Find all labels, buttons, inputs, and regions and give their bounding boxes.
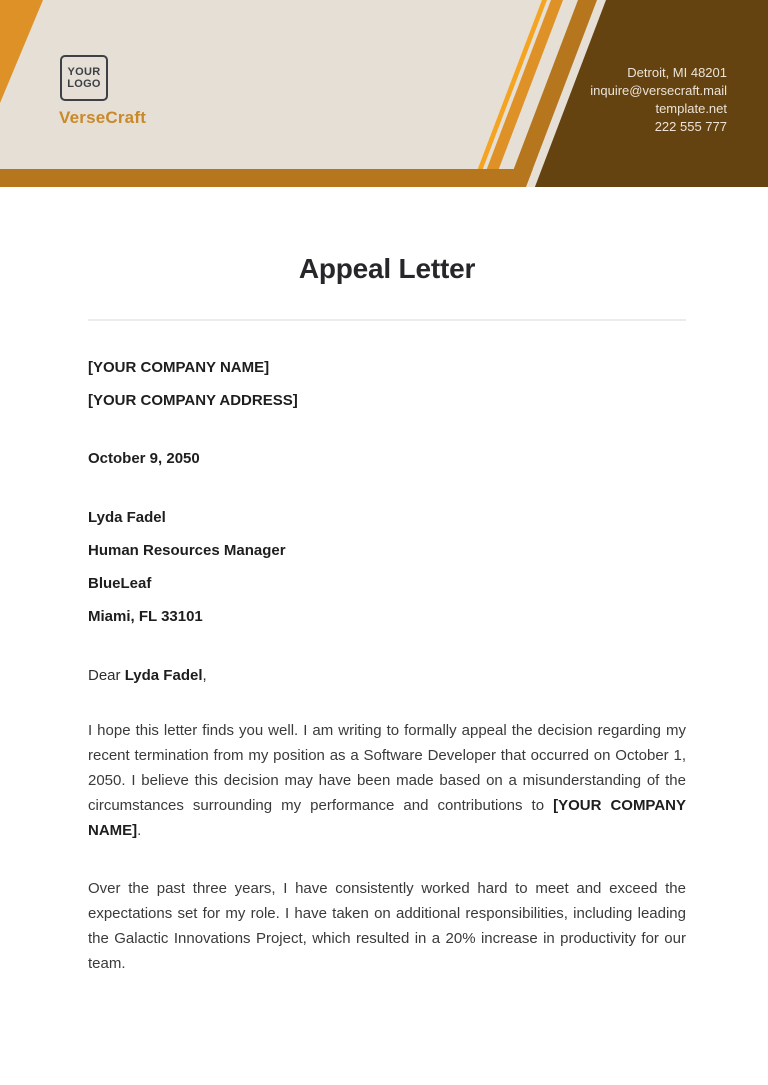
recipient-title: Human Resources Manager (88, 542, 286, 559)
title-divider (88, 319, 686, 321)
contact-email: inquire@versecraft.mail (590, 83, 727, 98)
recipient-location: Miami, FL 33101 (88, 608, 203, 625)
logo-text-line1: YOUR (67, 66, 101, 78)
paragraph-1-text: I hope this letter finds you well. I am writing to formally appeal the decision regarding my recent termination from my position as a Software Developer that occurred on October 1, 2050. I believe this decision may have been made based on a misunderstanding of the circumstances surrounding my performance and contributions to (88, 722, 686, 814)
letter-title: Appeal Letter (298, 253, 476, 284)
contact-block (590, 64, 727, 136)
paragraph-1-bold: [YOUR COMPANY NAME] (88, 797, 686, 839)
recipient-company: BlueLeaf (88, 575, 152, 592)
paragraph-1 (88, 718, 686, 843)
contact-website: template.net (655, 101, 727, 116)
salutation (88, 665, 686, 687)
paragraph-2: Over the past three years, I have consistently worked hard to meet and exceed the expectations set for my role. I have taken on additional responsibilities, including leading the Galactic Innovations Project, which resulted in a 20% increase in productivity for our team. (88, 880, 686, 972)
brand-name: VerseCraft (59, 108, 147, 127)
company-address-placeholder: [YOUR COMPANY ADDRESS] (88, 392, 298, 409)
company-logo (60, 55, 108, 101)
salutation-name: Lyda Fadel (124, 667, 203, 684)
contact-address: Detroit, MI 48201 (627, 65, 727, 80)
letterhead (0, 0, 768, 187)
company-name-placeholder: [YOUR COMPANY NAME] (88, 359, 270, 376)
salutation-prefix: Dear (88, 667, 125, 684)
letter-date: October 9, 2050 (88, 450, 200, 467)
header-bottom-band (0, 169, 533, 187)
salutation-suffix: , (202, 667, 207, 684)
letter-content (0, 252, 768, 976)
contact-phone: 222 555 777 (654, 119, 727, 134)
paragraph-1-end: . (137, 822, 142, 839)
recipient-name: Lyda Fadel (88, 509, 166, 526)
logo-text-line2: LOGO (67, 78, 101, 90)
